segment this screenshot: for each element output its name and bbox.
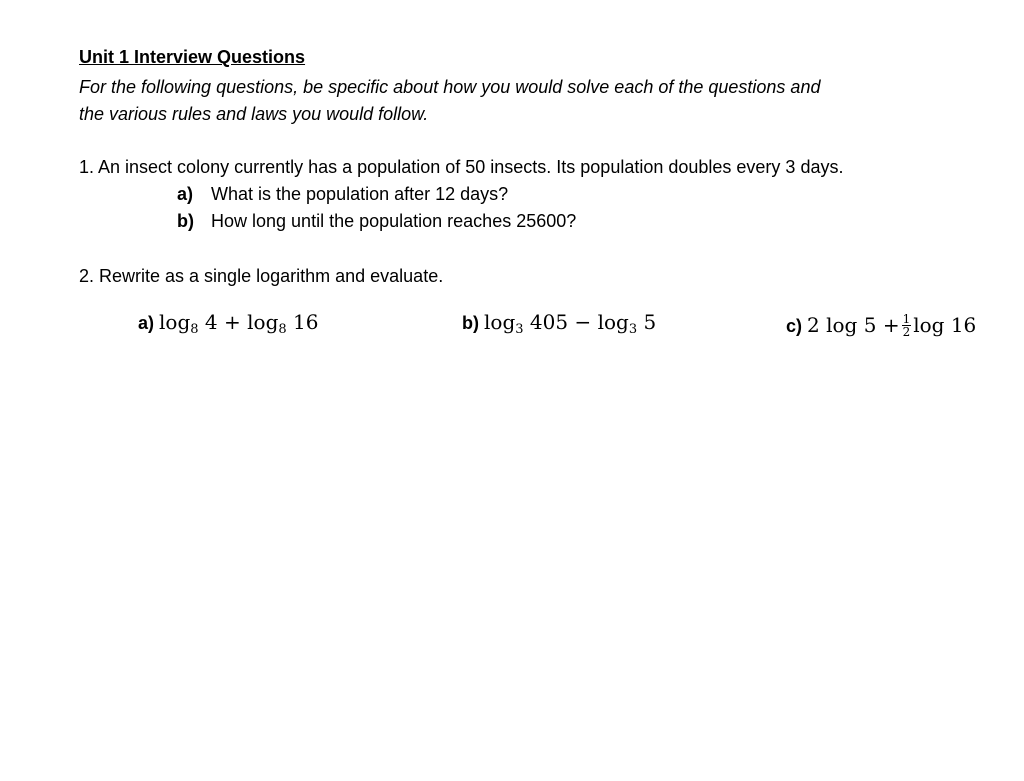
part-text: How long until the population reaches 25600? <box>211 211 577 231</box>
log-keyword: log <box>484 310 516 334</box>
expression-label: c) <box>786 316 803 336</box>
instructions-line-2: the various rules and laws you would follow. <box>79 104 429 124</box>
question-1-text: 1. An insect colony currently has a population of 50 insects. Its population doubles every 3 days. <box>79 157 844 177</box>
expression-label: a) <box>138 313 155 333</box>
part-label: a) <box>177 184 194 204</box>
log-base: 3 <box>515 322 524 337</box>
log-argument: 16 <box>950 313 977 337</box>
operator: + <box>224 310 241 334</box>
log-base: 8 <box>190 322 199 337</box>
log-keyword: log <box>597 310 629 334</box>
log-base: 8 <box>278 322 287 337</box>
log-keyword: log <box>913 313 945 337</box>
document-title: Unit 1 Interview Questions <box>79 47 306 67</box>
log-argument: 5 <box>643 310 657 334</box>
expression-a <box>138 310 319 337</box>
fraction-denominator: 2 <box>902 325 911 339</box>
part-text: What is the population after 12 days? <box>211 184 509 204</box>
log-base: 3 <box>628 322 638 337</box>
fraction-numerator: 1 <box>902 312 911 326</box>
operator: − <box>574 310 592 334</box>
log-argument: 16 <box>293 310 319 334</box>
log-keyword: log <box>826 313 858 337</box>
log-keyword: log <box>247 310 279 334</box>
fraction <box>902 313 912 338</box>
instructions-line-1: For the following questions, be specific about how you would solve each of the questions and <box>79 77 821 97</box>
question-2-text: 2. Rewrite as a single logarithm and evaluate. <box>79 266 444 286</box>
log-argument: 4 <box>204 310 218 334</box>
instructions <box>79 74 820 128</box>
expression-b <box>462 310 657 337</box>
question-1-part-a <box>177 184 508 205</box>
expression-label: b) <box>462 313 479 333</box>
coefficient: 2 <box>807 313 820 337</box>
question-1-part-b <box>177 211 576 232</box>
log-argument: 405 <box>529 310 569 334</box>
expression-c <box>786 313 976 339</box>
operator: + <box>882 313 900 337</box>
log-argument: 5 <box>863 313 877 337</box>
part-label: b) <box>177 211 194 231</box>
log-keyword: log <box>159 310 191 334</box>
